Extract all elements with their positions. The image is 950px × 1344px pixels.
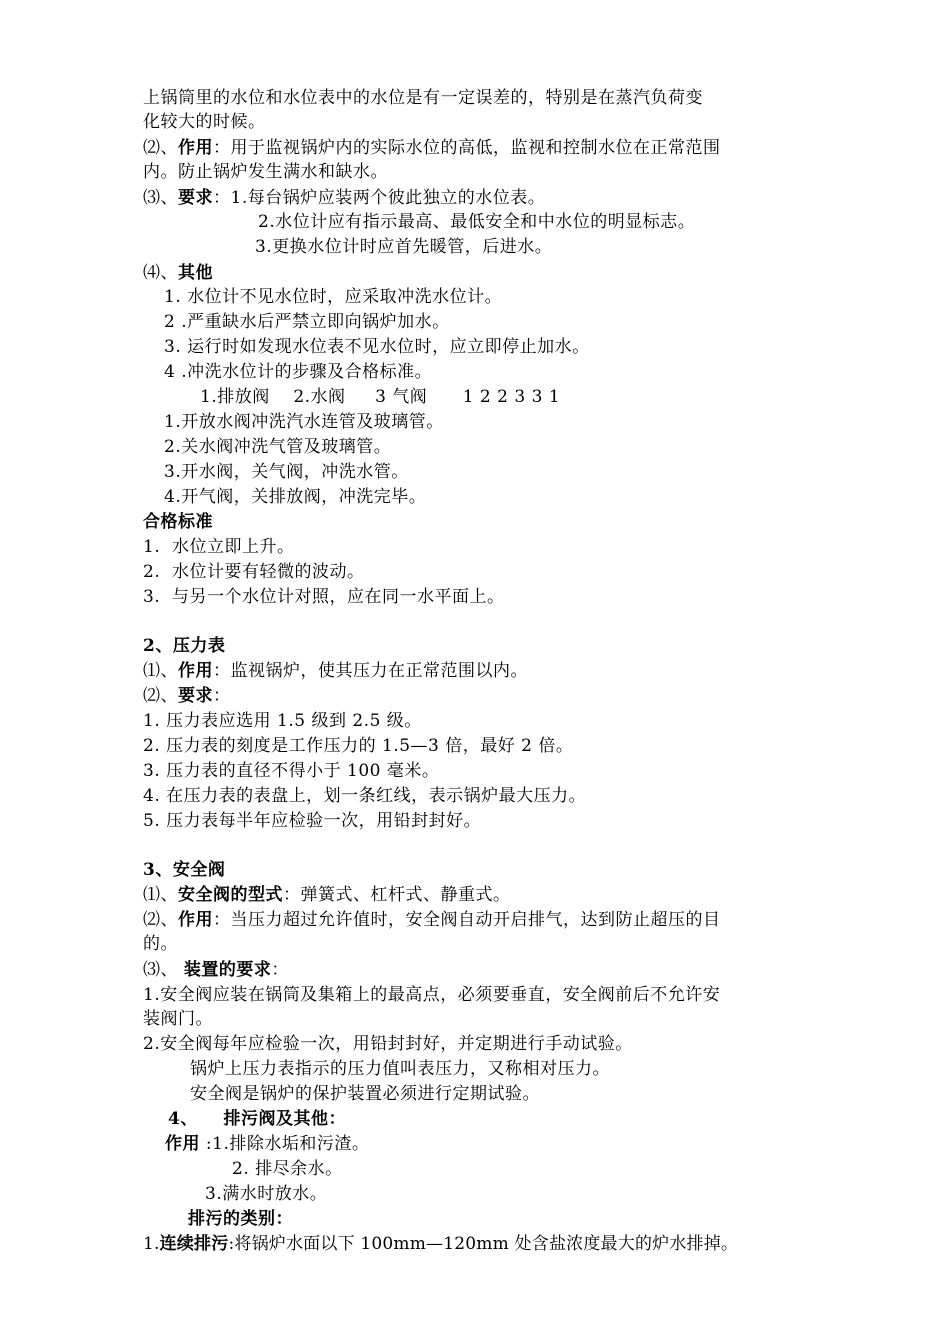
text-line: 4 .冲洗水位计的步骤及合格标准。 (164, 362, 433, 382)
text-line: 3. 与另一个水位计对照，应在同一水平面上。 (143, 587, 505, 607)
text-line: 1. 水位计不见水位时，应采取冲洗水位计。 (164, 287, 503, 307)
bold-term: 装置的要求 (183, 960, 272, 980)
line-body: ： (271, 960, 289, 980)
text-line: 3.满水时放水。 (205, 1184, 328, 1204)
text-line (143, 659, 528, 683)
text-line (143, 1232, 738, 1256)
bold-term: 作用 (178, 910, 213, 930)
text-line: 2. 排尽余水。 (232, 1159, 343, 1179)
text-line: 上锅筒里的水位和水位表中的水位是有一定误差的，特别是在蒸汽负荷变 (143, 88, 703, 108)
bold-term: 作用 (178, 661, 213, 681)
line-body: ：监视锅炉，使其压力在正常范围以内。 (213, 661, 528, 681)
text-line: 3. 压力表的直径不得小于 100 毫米。 (143, 761, 440, 781)
item-number: ⑶、 (143, 960, 184, 980)
bold-term: 作用 (178, 138, 213, 158)
item-number: ⑵、 (143, 910, 178, 930)
text-line: 2. 水位计要有轻微的波动。 (143, 562, 365, 582)
bold-term: 安全阀的型式 (178, 885, 283, 905)
text-line: 5. 压力表每半年应检验一次，用铅封封好。 (143, 811, 482, 831)
text-line (143, 186, 545, 210)
text-line: 锅炉上压力表指示的压力值叫表压力，又称相对压力。 (190, 1059, 610, 1079)
line-body: :1.排除水垢和污渣。 (200, 1134, 370, 1154)
text-line: 2. 压力表的刻度是工作压力的 1.5—3 倍，最好 2 倍。 (143, 736, 574, 756)
text-line (143, 261, 213, 285)
bold-term: 要求 (178, 188, 213, 208)
text-line: 1. 压力表应选用 1.5 级到 2.5 级。 (143, 711, 422, 731)
text-line: 1. 水位立即上升。 (143, 537, 295, 557)
item-number: ⑵、 (143, 686, 178, 706)
line-body: ：弹簧式、杠杆式、静重式。 (283, 885, 511, 905)
text-line: 2.关水阀冲洗气管及玻璃管。 (164, 437, 392, 457)
bold-term: 连续排污 (159, 1234, 229, 1254)
text-line: 化较大的时候。 (143, 112, 266, 132)
text-line: 4. 在压力表的表盘上，划一条红线，表示锅炉最大压力。 (143, 786, 587, 806)
item-number: ⑴、 (143, 661, 178, 681)
text-line (143, 684, 231, 708)
line-body: ：当压力超过允许值时，安全阀自动开启排气，达到防止超压的目 (213, 910, 721, 930)
item-number: ⑷、 (143, 263, 178, 283)
text-line: 1.排放阀 2.水阀 3 气阀 1 2 2 3 3 1 (200, 387, 561, 407)
text-line (143, 908, 721, 932)
line-body: ：用于监视锅炉内的实际水位的高低，监视和控制水位在正常范围 (213, 138, 721, 158)
bold-term: 其他 (178, 263, 213, 283)
item-number: ⑴、 (143, 885, 178, 905)
text-line: 装阀门。 (143, 1009, 213, 1029)
text-line: 2 .严重缺水后严禁立即向锅炉加水。 (164, 312, 450, 332)
line-body: :将锅炉水面以下 100mm—120mm 处含盐浓度最大的炉水排掉。 (228, 1234, 739, 1254)
section-heading: 2、压力表 (143, 636, 226, 656)
text-line: 1.开放水阀冲洗汽水连管及玻璃管。 (164, 412, 444, 432)
section-heading: 合格标准 (143, 512, 213, 532)
bold-term: 作用 (165, 1134, 200, 1154)
bold-term: 要求 (178, 686, 213, 706)
line-body: ： (213, 686, 231, 706)
section-heading: 3、安全阀 (143, 860, 226, 880)
text-line: 2.水位计应有指示最高、最低安全和中水位的明显标志。 (258, 212, 696, 232)
text-line: 3.开水阀，关气阀，冲洗水管。 (164, 462, 409, 482)
text-line (143, 958, 289, 982)
item-number: ⑵、 (143, 138, 178, 158)
text-line: 1.安全阀应装在锅筒及集箱上的最高点，必须要垂直，安全阀前后不允许安 (143, 985, 721, 1005)
text-line: 4.开气阀，关排放阀，冲洗完毕。 (164, 487, 427, 507)
section-heading: 排污的类别： (188, 1209, 293, 1229)
text-line (143, 136, 721, 160)
line-body: ：1.每台锅炉应装两个彼此独立的水位表。 (213, 188, 546, 208)
text-line: 内。防止锅炉发生满水和缺水。 (143, 162, 388, 182)
text-line (143, 883, 511, 907)
text-line: 2.安全阀每年应检验一次，用铅封封好，并定期进行手动试验。 (143, 1034, 633, 1054)
text-line: 安全阀是锅炉的保护装置必须进行定期试验。 (190, 1084, 540, 1104)
text-line: 3.更换水位计时应首先暖管，后进水。 (255, 237, 553, 257)
text-line (165, 1132, 369, 1156)
text-line: 的。 (143, 934, 178, 954)
text-line: 3. 运行时如发现水位表不见水位时，应立即停止加水。 (164, 337, 590, 357)
item-number: ⑶、 (143, 188, 178, 208)
item-number: 1. (143, 1234, 160, 1254)
section-heading: 4、 排污阀及其他： (168, 1109, 347, 1129)
